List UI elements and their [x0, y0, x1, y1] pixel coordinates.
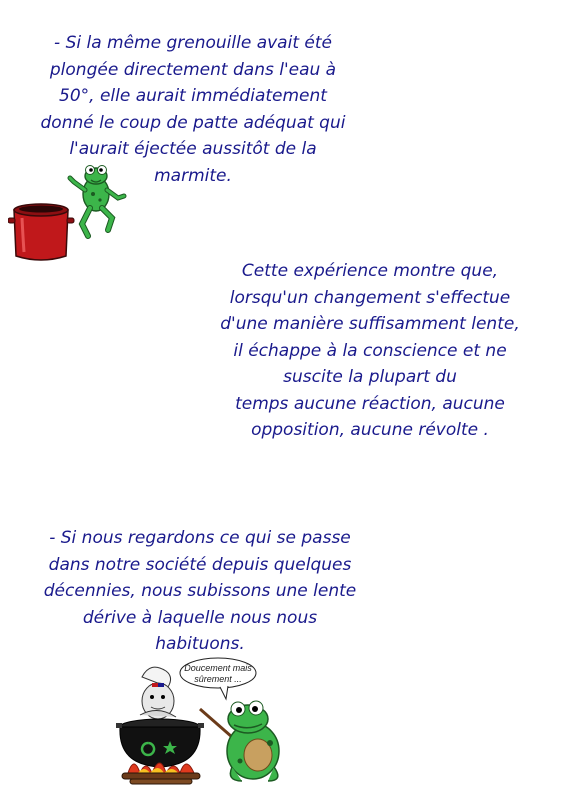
- text-line: - Si nous regardons ce qui se passe: [49, 528, 351, 548]
- speech-bubble-line2: sûrement ...: [194, 674, 242, 684]
- text-line: d'une manière suffisamment lente,: [220, 314, 520, 334]
- text-line: suscite la plupart du: [283, 367, 457, 387]
- frog: [227, 701, 279, 781]
- text-line: l'aurait éjectée aussitôt de la: [69, 139, 317, 159]
- fire: [122, 763, 200, 784]
- speech-bubble-line1: Doucement mais: [184, 663, 252, 673]
- frog-watching-cauldron-icon: [108, 655, 298, 795]
- cauldron: [116, 719, 204, 767]
- text-line: opposition, aucune révolte .: [251, 420, 489, 440]
- paragraph-society-drift: [20, 525, 380, 658]
- text-line: habituons.: [155, 634, 245, 654]
- text-line: lorsqu'un changement s'effectue: [229, 287, 511, 308]
- text-line: donné le coup de patte adéquat qui: [40, 112, 346, 133]
- text-line: décennies, nous subissons une lente: [43, 581, 357, 601]
- text-line: dans notre société depuis quelques: [48, 554, 352, 575]
- person-in-cauldron: [140, 667, 176, 719]
- text-line: plongée directement dans l'eau à: [49, 59, 337, 80]
- text-line: il échappe à la conscience et ne: [233, 340, 507, 361]
- text-line: dérive à laquelle nous nous: [82, 607, 318, 628]
- frog-jumping-from-pot-icon: [8, 158, 133, 268]
- text-line: temps aucune réaction, aucune: [235, 393, 505, 414]
- text-line: 50°, elle aurait immédiatement: [59, 86, 327, 106]
- text-line: marmite.: [154, 165, 232, 186]
- paragraph-experience-conclusion: [205, 258, 535, 444]
- text-line: Cette expérience montre que,: [241, 261, 499, 281]
- text-line: - Si la même grenouille avait été: [54, 33, 332, 53]
- speech-bubble: [180, 658, 256, 699]
